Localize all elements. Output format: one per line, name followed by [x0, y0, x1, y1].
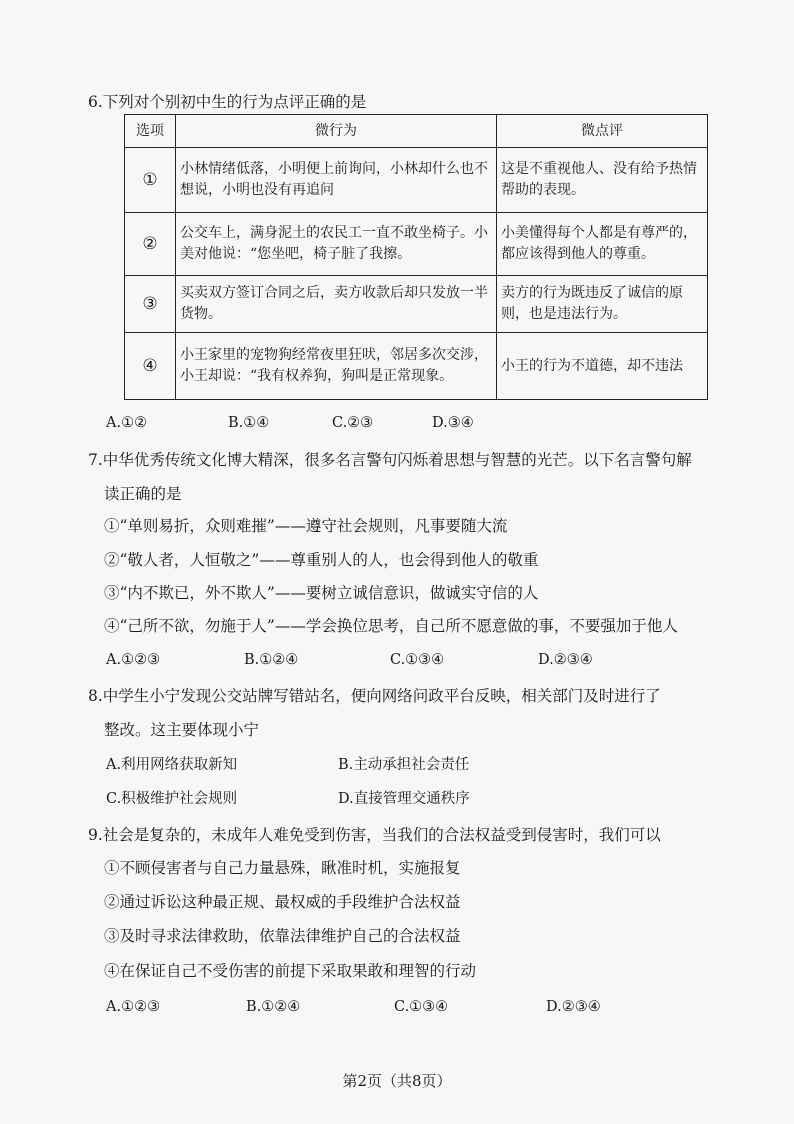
- q7-item-3: ③“内不欺已，外不欺人”——要树立诚信意识，做诚实守信的人: [104, 584, 539, 602]
- q6-table: [124, 114, 708, 400]
- table-row: [125, 276, 708, 333]
- q8-option-d[interactable]: D.直接管理交通秩序: [338, 791, 470, 807]
- q9-item-2: ②通过诉讼这种最正规、最权威的手段维护合法权益: [104, 893, 461, 911]
- q6-option-d[interactable]: D.③④: [432, 415, 474, 431]
- table-row: [125, 333, 708, 400]
- row-comment: 小美懂得每个人都是有尊严的，都应该得到他人的尊重。: [497, 213, 708, 276]
- header-option: 选项: [125, 115, 176, 148]
- q9-option-c[interactable]: C.①③④: [394, 999, 449, 1015]
- header-behavior: 微行为: [176, 115, 497, 148]
- row-comment: 卖方的行为既违反了诚信的原则，也是违法行为。: [497, 276, 708, 333]
- q9-option-b[interactable]: B.①②④: [246, 999, 301, 1015]
- q8-option-b[interactable]: B.主动承担社会责任: [338, 757, 470, 773]
- row-comment: 小王的行为不道德，却不违法: [497, 333, 708, 400]
- q7-stem-line1: 7.中华优秀传统文化博大精深，很多名言警句闪烁着思想与智慧的光芒。以下名言警句解: [88, 451, 692, 469]
- row-num: ③: [125, 276, 176, 333]
- q8-option-a[interactable]: A.利用网络获取新知: [106, 757, 238, 773]
- q9-item-4: ④在保证自己不受伤害的前提下采取果敢和理智的行动: [104, 962, 477, 980]
- q7-stem-line2: 读正确的是: [104, 485, 182, 503]
- q6-option-b[interactable]: B.①④: [228, 415, 270, 431]
- q7-option-b[interactable]: B.①②④: [244, 652, 299, 668]
- row-num: ①: [125, 148, 176, 213]
- q6-table-header: [125, 115, 708, 148]
- q9-item-3: ③及时寻求法律救助，依靠法律维护自己的合法权益: [104, 927, 461, 945]
- row-behavior: 公交车上，满身泥土的农民工一直不敢坐椅子。小美对他说：“您坐吧，椅子脏了我擦。: [176, 213, 497, 276]
- q8-option-c[interactable]: C.积极维护社会规则: [106, 791, 238, 807]
- row-comment: 这是不重视他人、没有给予热情帮助的表现。: [497, 148, 708, 213]
- row-num: ④: [125, 333, 176, 400]
- header-comment: 微点评: [497, 115, 708, 148]
- q7-item-1: ①“单则易折，众则难摧”——遵守社会规则，凡事要随大流: [104, 517, 508, 535]
- row-num: ②: [125, 213, 176, 276]
- table-row: [125, 148, 708, 213]
- row-behavior: 买卖双方签订合同之后，卖方收款后却只发放一半货物。: [176, 276, 497, 333]
- page-footer: 第2页（共8页）: [342, 1072, 452, 1090]
- q9-option-d[interactable]: D.②③④: [546, 999, 601, 1015]
- q6-stem: 6.下列对个别初中生的行为点评正确的是: [88, 93, 367, 111]
- q8-stem-line2: 整改。这主要体现小宁: [104, 721, 260, 739]
- q9-item-1: ①不顾侵害者与自己力量悬殊，瞅准时机，实施报复: [104, 859, 461, 877]
- q7-item-4: ④“己所不欲，勿施于人”——学会换位思考，自己所不愿意做的事，不要强加于他人: [104, 617, 678, 635]
- row-behavior: 小林情绪低落，小明便上前询问，小林却什么也不想说，小明也没有再追问: [176, 148, 497, 213]
- q8-stem-line1: 8.中学生小宁发现公交站牌写错站名，便向网络问政平台反映，相关部门及时进行了: [88, 687, 661, 705]
- q7-item-2: ②“敬人者，人恒敬之”——尊重别人的人，也会得到他人的敬重: [104, 551, 539, 569]
- q9-option-a[interactable]: A.①②③: [106, 999, 161, 1015]
- q6-option-c[interactable]: C.②③: [332, 415, 374, 431]
- q9-stem: 9.社会是复杂的，未成年人难免受到伤害，当我们的合法权益受到侵害时，我们可以: [88, 826, 661, 844]
- q7-option-c[interactable]: C.①③④: [390, 652, 445, 668]
- q6-option-a[interactable]: A.①②: [106, 415, 148, 431]
- q7-option-a[interactable]: A.①②③: [106, 652, 161, 668]
- table-row: [125, 213, 708, 276]
- row-behavior: 小王家里的宠物狗经常夜里狂吠，邻居多次交涉，小王却说：“我有权养狗，狗叫是正常现象。: [176, 333, 497, 400]
- q7-option-d[interactable]: D.②③④: [538, 652, 593, 668]
